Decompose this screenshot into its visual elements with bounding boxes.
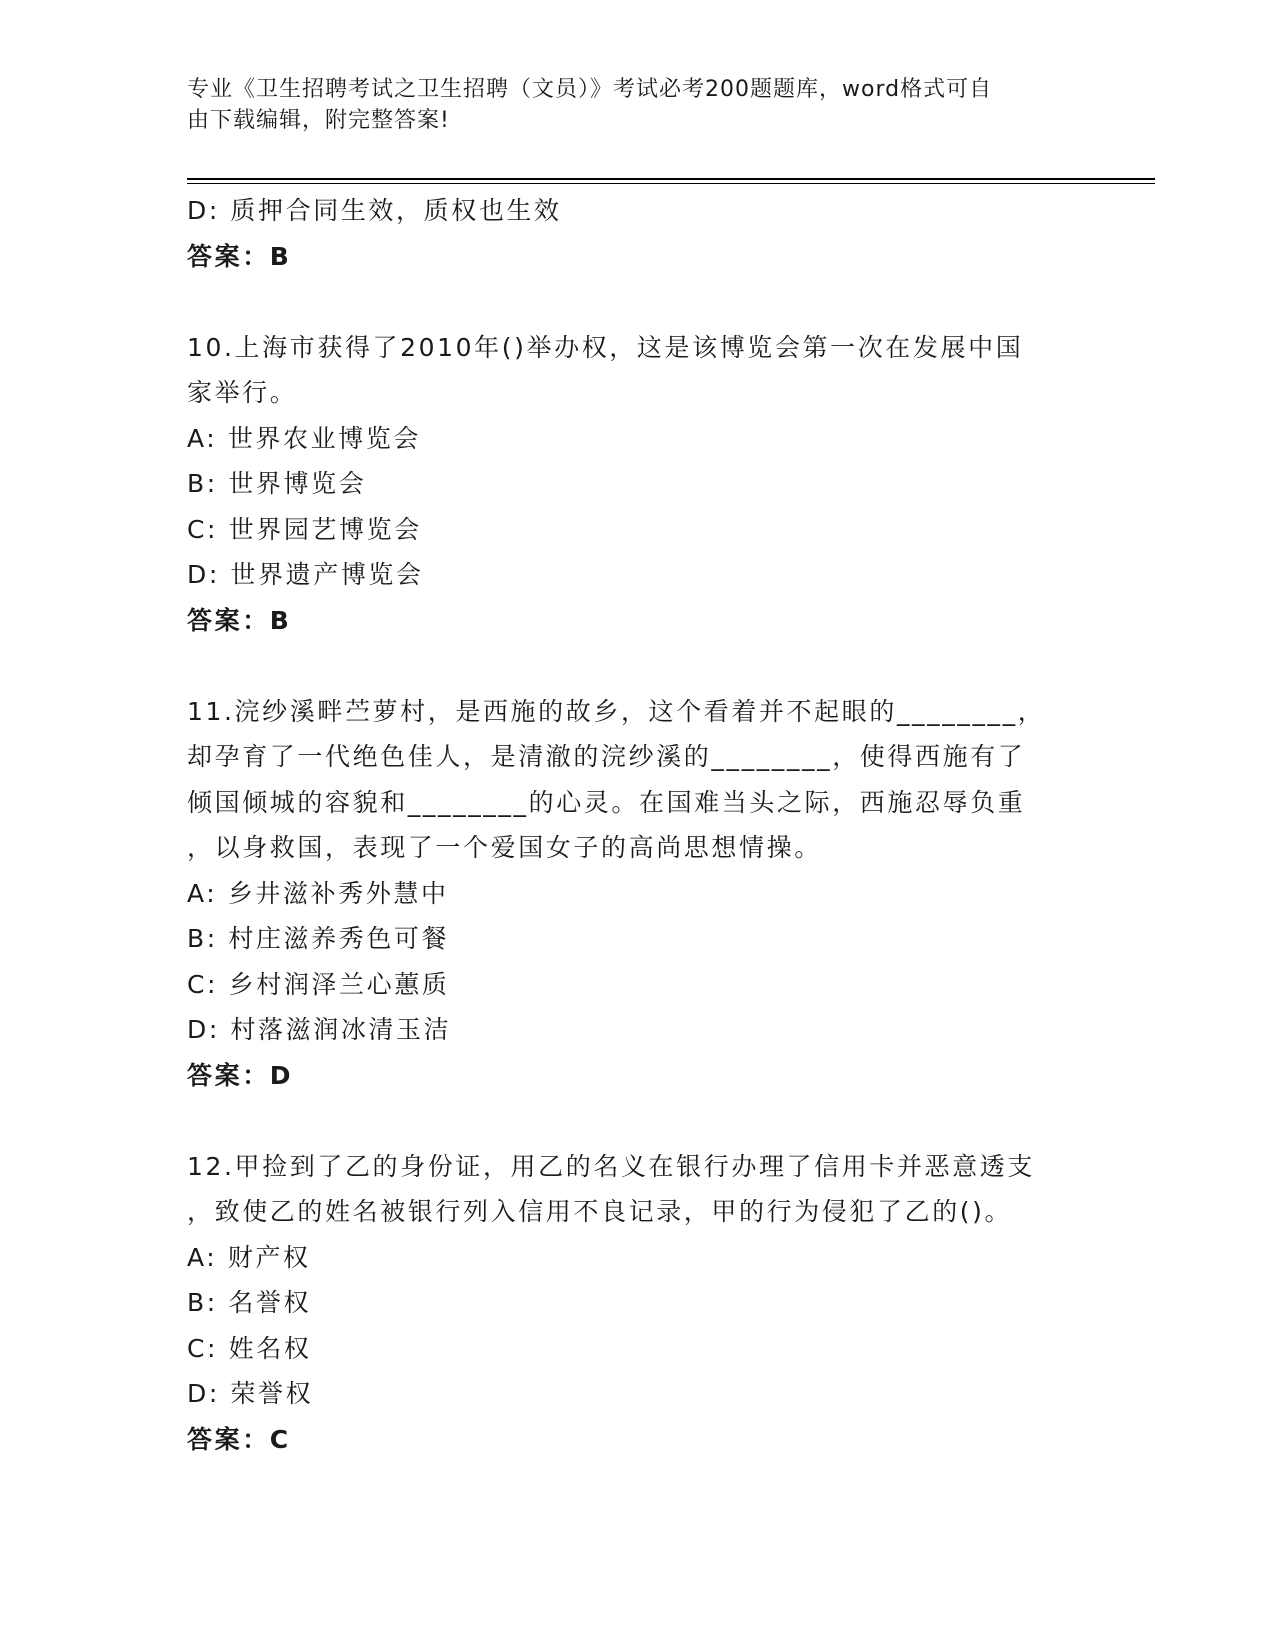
- spacer: [187, 1098, 1087, 1144]
- header-divider-thick: [187, 178, 1155, 180]
- question-11: [187, 689, 1087, 1099]
- question-stem: ，以身救国，表现了一个爱国女子的高尚思想情操。: [187, 833, 822, 862]
- answer-line: 答案：B: [187, 605, 292, 635]
- question-stem: 11.浣纱溪畔苎萝村，是西施的故乡，这个看着并不起眼的________，: [187, 696, 1046, 726]
- option-b: B: 世界博览会: [187, 469, 367, 498]
- option-d: D: 荣誉权: [187, 1379, 314, 1408]
- option-d: D: 村落滋润冰清玉洁: [187, 1015, 452, 1044]
- answer-line: 答案：B: [187, 241, 292, 271]
- spacer: [187, 643, 1087, 689]
- header-line-2: 由下载编辑，附完整答案!: [187, 108, 450, 133]
- question-stem: 10.上海市获得了2010年()举办权，这是该博览会第一次在发展中国: [187, 332, 1024, 362]
- answer-line: 答案：C: [187, 1424, 291, 1454]
- option-c: C: 乡村润泽兰心蕙质: [187, 969, 450, 999]
- question-list: [187, 188, 1087, 1462]
- option-b: B: 村庄滋养秀色可餐: [187, 924, 450, 953]
- question-stem: ，致使乙的姓名被银行列入信用不良记录，甲的行为侵犯了乙的()。: [187, 1197, 1013, 1226]
- page-header: [187, 74, 1067, 136]
- option-a: A: 财产权: [187, 1242, 311, 1272]
- option-d: D: 世界遗产博览会: [187, 560, 424, 589]
- header-divider-thin: [187, 183, 1155, 184]
- option-d: D: 质押合同生效，质权也生效: [187, 196, 562, 225]
- question-9: [187, 188, 1087, 279]
- question-stem: 却孕育了一代绝色佳人，是清澈的浣纱溪的________，使得西施有了: [187, 742, 1026, 771]
- option-a: A: 世界农业博览会: [187, 423, 422, 453]
- spacer: [187, 279, 1087, 325]
- question-stem: 12.甲捡到了乙的身份证，用乙的名义在银行办理了信用卡并恶意透支: [187, 1151, 1035, 1181]
- option-b: B: 名誉权: [187, 1288, 312, 1317]
- question-stem: 倾国倾城的容貌和________的心灵。在国难当头之际，西施忍辱负重: [187, 787, 1026, 817]
- question-stem: 家举行。: [187, 378, 298, 407]
- answer-line: 答案：D: [187, 1060, 294, 1090]
- question-12: [187, 1144, 1087, 1463]
- question-10: [187, 325, 1087, 644]
- option-c: C: 姓名权: [187, 1333, 312, 1363]
- option-c: C: 世界园艺博览会: [187, 514, 422, 544]
- option-a: A: 乡井滋补秀外慧中: [187, 878, 449, 908]
- header-line-1: 专业《卫生招聘考试之卫生招聘（文员）》考试必考200题题库，word格式可自: [187, 77, 993, 102]
